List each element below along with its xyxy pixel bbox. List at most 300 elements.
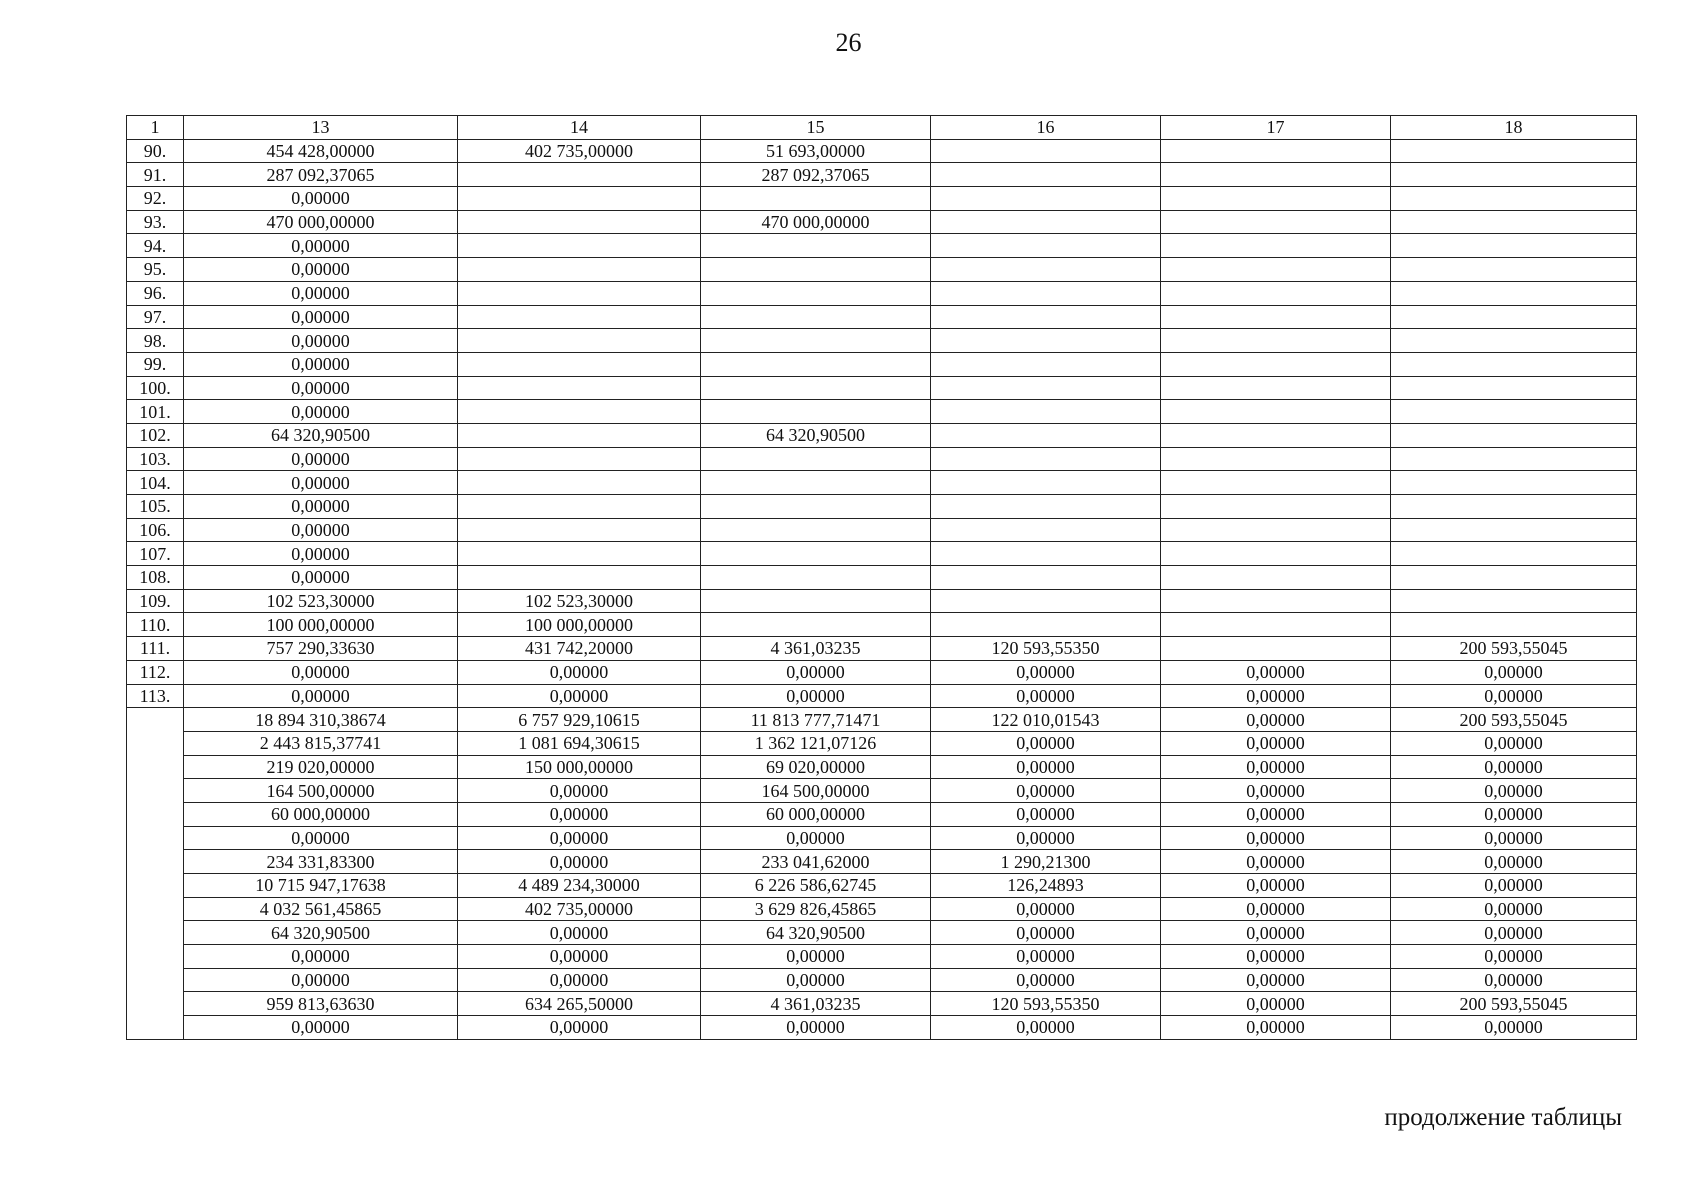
table-cell: 0,00000	[184, 471, 458, 495]
table-cell: 0,00000	[458, 660, 701, 684]
table-cell	[701, 447, 931, 471]
table-cell	[1161, 139, 1391, 163]
summary-cell: 0,00000	[1391, 826, 1637, 850]
summary-cell: 634 265,50000	[458, 992, 701, 1016]
table-cell: 470 000,00000	[701, 210, 931, 234]
summary-cell: 10 715 947,17638	[184, 874, 458, 898]
table-row	[127, 447, 1637, 471]
summary-cell: 0,00000	[458, 945, 701, 969]
summary-row	[127, 755, 1637, 779]
summary-cell: 0,00000	[931, 921, 1161, 945]
summary-cell: 0,00000	[1161, 921, 1391, 945]
table-cell	[458, 518, 701, 542]
summary-cell: 69 020,00000	[701, 755, 931, 779]
table-cell	[1391, 376, 1637, 400]
table-cell	[931, 352, 1161, 376]
summary-cell: 219 020,00000	[184, 755, 458, 779]
header-cell: 16	[931, 116, 1161, 140]
table-cell: 0,00000	[184, 400, 458, 424]
table-continuation-note: продолжение таблицы	[1384, 1104, 1622, 1131]
summary-cell: 150 000,00000	[458, 755, 701, 779]
row-number-cell: 95.	[127, 258, 184, 282]
row-number-cell: 108.	[127, 566, 184, 590]
table-cell	[1161, 187, 1391, 211]
table-cell	[701, 471, 931, 495]
table-cell	[931, 258, 1161, 282]
summary-cell: 0,00000	[931, 779, 1161, 803]
table-row	[127, 423, 1637, 447]
table-cell: 0,00000	[458, 684, 701, 708]
summary-row	[127, 802, 1637, 826]
table-cell	[1391, 400, 1637, 424]
table-cell: 0,00000	[184, 187, 458, 211]
summary-cell: 0,00000	[931, 945, 1161, 969]
table-cell: 0,00000	[184, 258, 458, 282]
row-number-cell: 109.	[127, 589, 184, 613]
row-number-cell: 91.	[127, 163, 184, 187]
row-number-cell: 99.	[127, 352, 184, 376]
table-row	[127, 471, 1637, 495]
summary-cell: 0,00000	[458, 968, 701, 992]
table-cell: 0,00000	[701, 684, 931, 708]
table-cell: 0,00000	[1161, 684, 1391, 708]
table-cell	[1391, 258, 1637, 282]
table-cell: 200 593,55045	[1391, 637, 1637, 661]
table-row	[127, 281, 1637, 305]
table-cell: 0,00000	[184, 281, 458, 305]
summary-cell: 0,00000	[1161, 731, 1391, 755]
table-header-row	[127, 116, 1637, 140]
table-cell: 0,00000	[1161, 660, 1391, 684]
table-cell	[1391, 305, 1637, 329]
table-cell	[701, 542, 931, 566]
summary-cell: 2 443 815,37741	[184, 731, 458, 755]
row-number-cell: 102.	[127, 423, 184, 447]
table-cell	[931, 495, 1161, 519]
row-number-cell: 113.	[127, 684, 184, 708]
table-cell: 100 000,00000	[458, 613, 701, 637]
summary-cell: 11 813 777,71471	[701, 708, 931, 732]
header-cell: 15	[701, 116, 931, 140]
summary-row	[127, 945, 1637, 969]
table-cell	[1391, 352, 1637, 376]
table-cell	[1161, 542, 1391, 566]
summary-cell: 0,00000	[1391, 921, 1637, 945]
table-row	[127, 495, 1637, 519]
table-cell	[1391, 495, 1637, 519]
summary-cell: 0,00000	[1391, 968, 1637, 992]
table-cell: 64 320,90500	[701, 423, 931, 447]
summary-label-cell	[127, 708, 184, 1040]
table-cell	[458, 281, 701, 305]
table-cell	[1161, 613, 1391, 637]
table-cell	[931, 329, 1161, 353]
summary-cell: 0,00000	[1391, 945, 1637, 969]
table-row	[127, 187, 1637, 211]
table-cell	[458, 400, 701, 424]
summary-cell: 0,00000	[1161, 755, 1391, 779]
table-cell: 0,00000	[184, 684, 458, 708]
table-cell	[931, 234, 1161, 258]
summary-cell: 0,00000	[458, 921, 701, 945]
summary-cell: 0,00000	[1161, 897, 1391, 921]
table-cell	[701, 400, 931, 424]
row-number-cell: 107.	[127, 542, 184, 566]
table-cell	[931, 400, 1161, 424]
table-cell	[1391, 281, 1637, 305]
summary-row	[127, 708, 1637, 732]
data-table	[126, 115, 1637, 1040]
table-cell	[458, 234, 701, 258]
row-number-cell: 105.	[127, 495, 184, 519]
table-cell: 0,00000	[184, 566, 458, 590]
table-cell	[458, 187, 701, 211]
table-cell	[1391, 542, 1637, 566]
table-cell	[458, 210, 701, 234]
table-cell	[1391, 518, 1637, 542]
table-cell	[931, 589, 1161, 613]
table-cell: 0,00000	[184, 376, 458, 400]
summary-row	[127, 897, 1637, 921]
table-row	[127, 684, 1637, 708]
table-row	[127, 637, 1637, 661]
table-cell	[931, 471, 1161, 495]
table-cell	[458, 258, 701, 282]
summary-cell: 164 500,00000	[701, 779, 931, 803]
summary-cell: 0,00000	[458, 850, 701, 874]
table-cell	[931, 566, 1161, 590]
header-cell: 18	[1391, 116, 1637, 140]
row-number-cell: 104.	[127, 471, 184, 495]
summary-cell: 402 735,00000	[458, 897, 701, 921]
table-cell	[458, 566, 701, 590]
table-row	[127, 518, 1637, 542]
table-cell	[931, 613, 1161, 637]
summary-row	[127, 731, 1637, 755]
table-cell	[458, 352, 701, 376]
table-cell	[458, 447, 701, 471]
summary-row	[127, 874, 1637, 898]
table-cell	[1161, 471, 1391, 495]
table-cell	[458, 305, 701, 329]
table-cell: 470 000,00000	[184, 210, 458, 234]
table-cell	[1161, 376, 1391, 400]
summary-cell: 4 361,03235	[701, 992, 931, 1016]
row-number-cell: 103.	[127, 447, 184, 471]
table-row	[127, 352, 1637, 376]
table-cell	[1391, 139, 1637, 163]
summary-cell: 0,00000	[1161, 874, 1391, 898]
table-cell	[458, 329, 701, 353]
summary-cell: 1 290,21300	[931, 850, 1161, 874]
summary-cell: 0,00000	[931, 802, 1161, 826]
row-number-cell: 98.	[127, 329, 184, 353]
table-cell	[931, 423, 1161, 447]
table-cell: 4 361,03235	[701, 637, 931, 661]
table-cell: 0,00000	[1391, 660, 1637, 684]
table-cell	[931, 518, 1161, 542]
row-number-cell: 111.	[127, 637, 184, 661]
table-cell: 454 428,00000	[184, 139, 458, 163]
summary-cell: 4 032 561,45865	[184, 897, 458, 921]
summary-cell: 0,00000	[1391, 755, 1637, 779]
table-cell	[1391, 234, 1637, 258]
table-cell	[931, 281, 1161, 305]
table-cell	[1391, 613, 1637, 637]
table-row	[127, 234, 1637, 258]
summary-cell: 0,00000	[1391, 874, 1637, 898]
table-cell	[1391, 329, 1637, 353]
table-cell: 102 523,30000	[184, 589, 458, 613]
summary-cell: 18 894 310,38674	[184, 708, 458, 732]
table-cell: 0,00000	[184, 660, 458, 684]
table-cell	[1391, 163, 1637, 187]
summary-cell: 233 041,62000	[701, 850, 931, 874]
table-cell	[458, 495, 701, 519]
table-row	[127, 613, 1637, 637]
table-cell	[701, 613, 931, 637]
summary-cell: 0,00000	[184, 826, 458, 850]
table-cell	[701, 566, 931, 590]
table-cell	[1161, 423, 1391, 447]
row-number-cell: 97.	[127, 305, 184, 329]
summary-cell: 0,00000	[1161, 779, 1391, 803]
table-row	[127, 163, 1637, 187]
summary-cell: 200 593,55045	[1391, 992, 1637, 1016]
table-cell: 287 092,37065	[701, 163, 931, 187]
row-number-cell: 93.	[127, 210, 184, 234]
table-cell	[1161, 518, 1391, 542]
summary-row	[127, 1016, 1637, 1040]
summary-cell: 0,00000	[458, 802, 701, 826]
summary-cell: 0,00000	[701, 968, 931, 992]
table-cell: 0,00000	[184, 542, 458, 566]
table-row	[127, 542, 1637, 566]
summary-cell: 0,00000	[931, 826, 1161, 850]
table-cell	[1161, 400, 1391, 424]
header-cell: 13	[184, 116, 458, 140]
summary-cell: 164 500,00000	[184, 779, 458, 803]
table-cell	[701, 589, 931, 613]
summary-cell: 0,00000	[1391, 1016, 1637, 1040]
summary-cell: 1 081 694,30615	[458, 731, 701, 755]
summary-cell: 0,00000	[931, 755, 1161, 779]
table-row	[127, 400, 1637, 424]
summary-cell: 6 226 586,62745	[701, 874, 931, 898]
table-cell	[1391, 187, 1637, 211]
table-cell: 0,00000	[1391, 684, 1637, 708]
summary-cell: 0,00000	[1391, 731, 1637, 755]
summary-cell: 0,00000	[458, 779, 701, 803]
summary-cell: 3 629 826,45865	[701, 897, 931, 921]
summary-cell: 0,00000	[1391, 802, 1637, 826]
table-cell	[701, 234, 931, 258]
table-cell	[931, 305, 1161, 329]
summary-cell: 234 331,83300	[184, 850, 458, 874]
table-cell	[1391, 589, 1637, 613]
summary-cell: 122 010,01543	[931, 708, 1161, 732]
table-cell	[1391, 566, 1637, 590]
table-cell: 402 735,00000	[458, 139, 701, 163]
summary-row	[127, 921, 1637, 945]
table-cell: 0,00000	[184, 495, 458, 519]
table-row	[127, 139, 1637, 163]
table-row	[127, 329, 1637, 353]
summary-cell: 0,00000	[931, 731, 1161, 755]
summary-cell: 120 593,55350	[931, 992, 1161, 1016]
table-row	[127, 305, 1637, 329]
table-cell: 0,00000	[184, 518, 458, 542]
summary-cell: 0,00000	[184, 968, 458, 992]
summary-cell: 64 320,90500	[701, 921, 931, 945]
table-cell	[701, 258, 931, 282]
summary-cell: 0,00000	[1161, 850, 1391, 874]
table-cell	[931, 447, 1161, 471]
summary-cell: 0,00000	[1391, 779, 1637, 803]
table-cell: 102 523,30000	[458, 589, 701, 613]
table-cell	[1161, 447, 1391, 471]
summary-cell: 0,00000	[184, 1016, 458, 1040]
table-row	[127, 589, 1637, 613]
table-cell	[1161, 329, 1391, 353]
table-cell	[701, 305, 931, 329]
table-cell	[1391, 447, 1637, 471]
summary-cell: 60 000,00000	[184, 802, 458, 826]
table-cell	[1161, 234, 1391, 258]
table-cell	[1161, 258, 1391, 282]
header-cell: 17	[1161, 116, 1391, 140]
table-cell: 64 320,90500	[184, 423, 458, 447]
table-cell	[931, 376, 1161, 400]
table-cell: 0,00000	[184, 234, 458, 258]
table-cell: 0,00000	[931, 684, 1161, 708]
summary-cell: 0,00000	[184, 945, 458, 969]
summary-cell: 126,24893	[931, 874, 1161, 898]
summary-cell: 0,00000	[931, 897, 1161, 921]
table-row	[127, 210, 1637, 234]
table-cell	[931, 139, 1161, 163]
table-cell: 0,00000	[184, 447, 458, 471]
table-cell	[701, 329, 931, 353]
table-cell	[931, 187, 1161, 211]
summary-cell: 0,00000	[1161, 992, 1391, 1016]
summary-row	[127, 779, 1637, 803]
summary-cell: 4 489 234,30000	[458, 874, 701, 898]
row-number-cell: 106.	[127, 518, 184, 542]
summary-cell: 0,00000	[1161, 945, 1391, 969]
row-number-cell: 90.	[127, 139, 184, 163]
table-cell	[1161, 637, 1391, 661]
table-row	[127, 376, 1637, 400]
table-cell	[701, 352, 931, 376]
table-cell: 287 092,37065	[184, 163, 458, 187]
table-cell	[1161, 305, 1391, 329]
table-cell	[1161, 163, 1391, 187]
table-row	[127, 258, 1637, 282]
summary-row	[127, 826, 1637, 850]
table-cell: 100 000,00000	[184, 613, 458, 637]
table-cell	[458, 542, 701, 566]
summary-cell: 0,00000	[701, 945, 931, 969]
table-body	[127, 116, 1637, 1040]
summary-cell: 0,00000	[1161, 826, 1391, 850]
table-cell	[1161, 495, 1391, 519]
table-cell	[1161, 589, 1391, 613]
summary-cell: 0,00000	[1161, 802, 1391, 826]
table-cell	[1161, 210, 1391, 234]
row-number-cell: 112.	[127, 660, 184, 684]
table-cell	[1391, 210, 1637, 234]
table-cell: 431 742,20000	[458, 637, 701, 661]
summary-cell: 0,00000	[458, 826, 701, 850]
summary-cell: 60 000,00000	[701, 802, 931, 826]
table-cell	[931, 210, 1161, 234]
table-row	[127, 566, 1637, 590]
table-cell	[458, 423, 701, 447]
table-cell	[1161, 352, 1391, 376]
summary-cell: 1 362 121,07126	[701, 731, 931, 755]
summary-cell: 64 320,90500	[184, 921, 458, 945]
summary-row	[127, 992, 1637, 1016]
table-cell: 0,00000	[701, 660, 931, 684]
table-cell	[458, 376, 701, 400]
table-cell	[1391, 471, 1637, 495]
table-cell	[1161, 281, 1391, 305]
table-cell	[1161, 566, 1391, 590]
summary-cell: 0,00000	[1391, 850, 1637, 874]
table-cell	[1391, 423, 1637, 447]
table-cell: 0,00000	[931, 660, 1161, 684]
summary-cell: 0,00000	[1161, 708, 1391, 732]
page-number: 26	[835, 28, 862, 57]
summary-cell: 0,00000	[1391, 897, 1637, 921]
table-cell	[701, 187, 931, 211]
table-cell	[701, 495, 931, 519]
row-number-cell: 101.	[127, 400, 184, 424]
table-cell: 120 593,55350	[931, 637, 1161, 661]
summary-cell: 0,00000	[931, 1016, 1161, 1040]
table-cell: 51 693,00000	[701, 139, 931, 163]
row-number-cell: 110.	[127, 613, 184, 637]
row-number-cell: 94.	[127, 234, 184, 258]
table-cell: 0,00000	[184, 352, 458, 376]
row-number-cell: 96.	[127, 281, 184, 305]
summary-cell: 959 813,63630	[184, 992, 458, 1016]
summary-cell: 200 593,55045	[1391, 708, 1637, 732]
summary-row	[127, 850, 1637, 874]
summary-cell: 0,00000	[458, 1016, 701, 1040]
table-cell: 0,00000	[184, 329, 458, 353]
table-cell	[931, 542, 1161, 566]
summary-cell: 6 757 929,10615	[458, 708, 701, 732]
summary-cell: 0,00000	[1161, 968, 1391, 992]
table-cell	[458, 471, 701, 495]
table-cell	[931, 163, 1161, 187]
summary-cell: 0,00000	[701, 1016, 931, 1040]
summary-cell: 0,00000	[701, 826, 931, 850]
header-cell: 1	[127, 116, 184, 140]
table-cell	[701, 281, 931, 305]
summary-row	[127, 968, 1637, 992]
table-cell	[458, 163, 701, 187]
header-cell: 14	[458, 116, 701, 140]
table-cell	[701, 518, 931, 542]
row-number-cell: 92.	[127, 187, 184, 211]
row-number-cell: 100.	[127, 376, 184, 400]
table-cell: 757 290,33630	[184, 637, 458, 661]
table-cell	[701, 376, 931, 400]
table-row	[127, 660, 1637, 684]
